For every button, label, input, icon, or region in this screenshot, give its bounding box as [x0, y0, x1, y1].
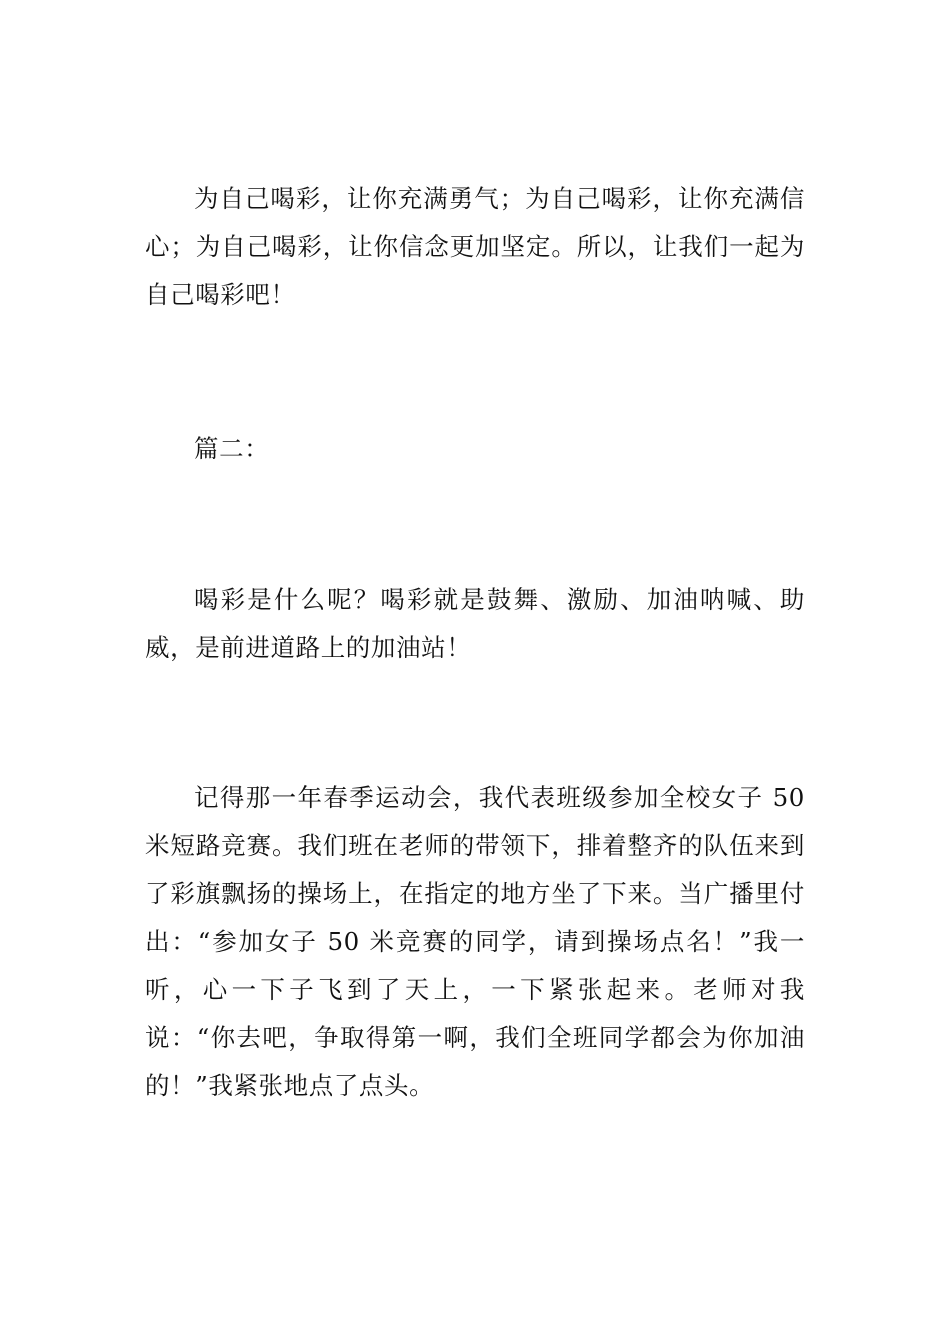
paragraph-what-is-cheering: 喝彩是什么呢？喝彩就是鼓舞、激励、加油呐喊、助威，是前进道路上的加油站！ — [145, 585, 805, 662]
section-heading-part-two: 篇二： — [194, 434, 270, 463]
paragraph-sports-meet-story: 记得那一年春季运动会，我代表班级参加全校女子 50 米短路竞赛。我们班在老师的带领下，排着整齐的队伍来到了彩旗飘扬的操场上，在指定的地方坐了下来。当广播里付出：“参加女子 50 米竞赛的同学，请到操场点名！”我一听，心一下子飞到了天上，一下紧张起来。老师对我说：“你去吧，争取得第一啊，我们全班同学都会为你加油的！”我紧张地点了点头。 — [145, 783, 805, 1100]
paragraph-cheer-for-yourself: 为自己喝彩，让你充满勇气；为自己喝彩，让你充满信心；为自己喝彩，让你信念更加坚定。所以，让我们一起为自己喝彩吧！ — [145, 184, 805, 309]
